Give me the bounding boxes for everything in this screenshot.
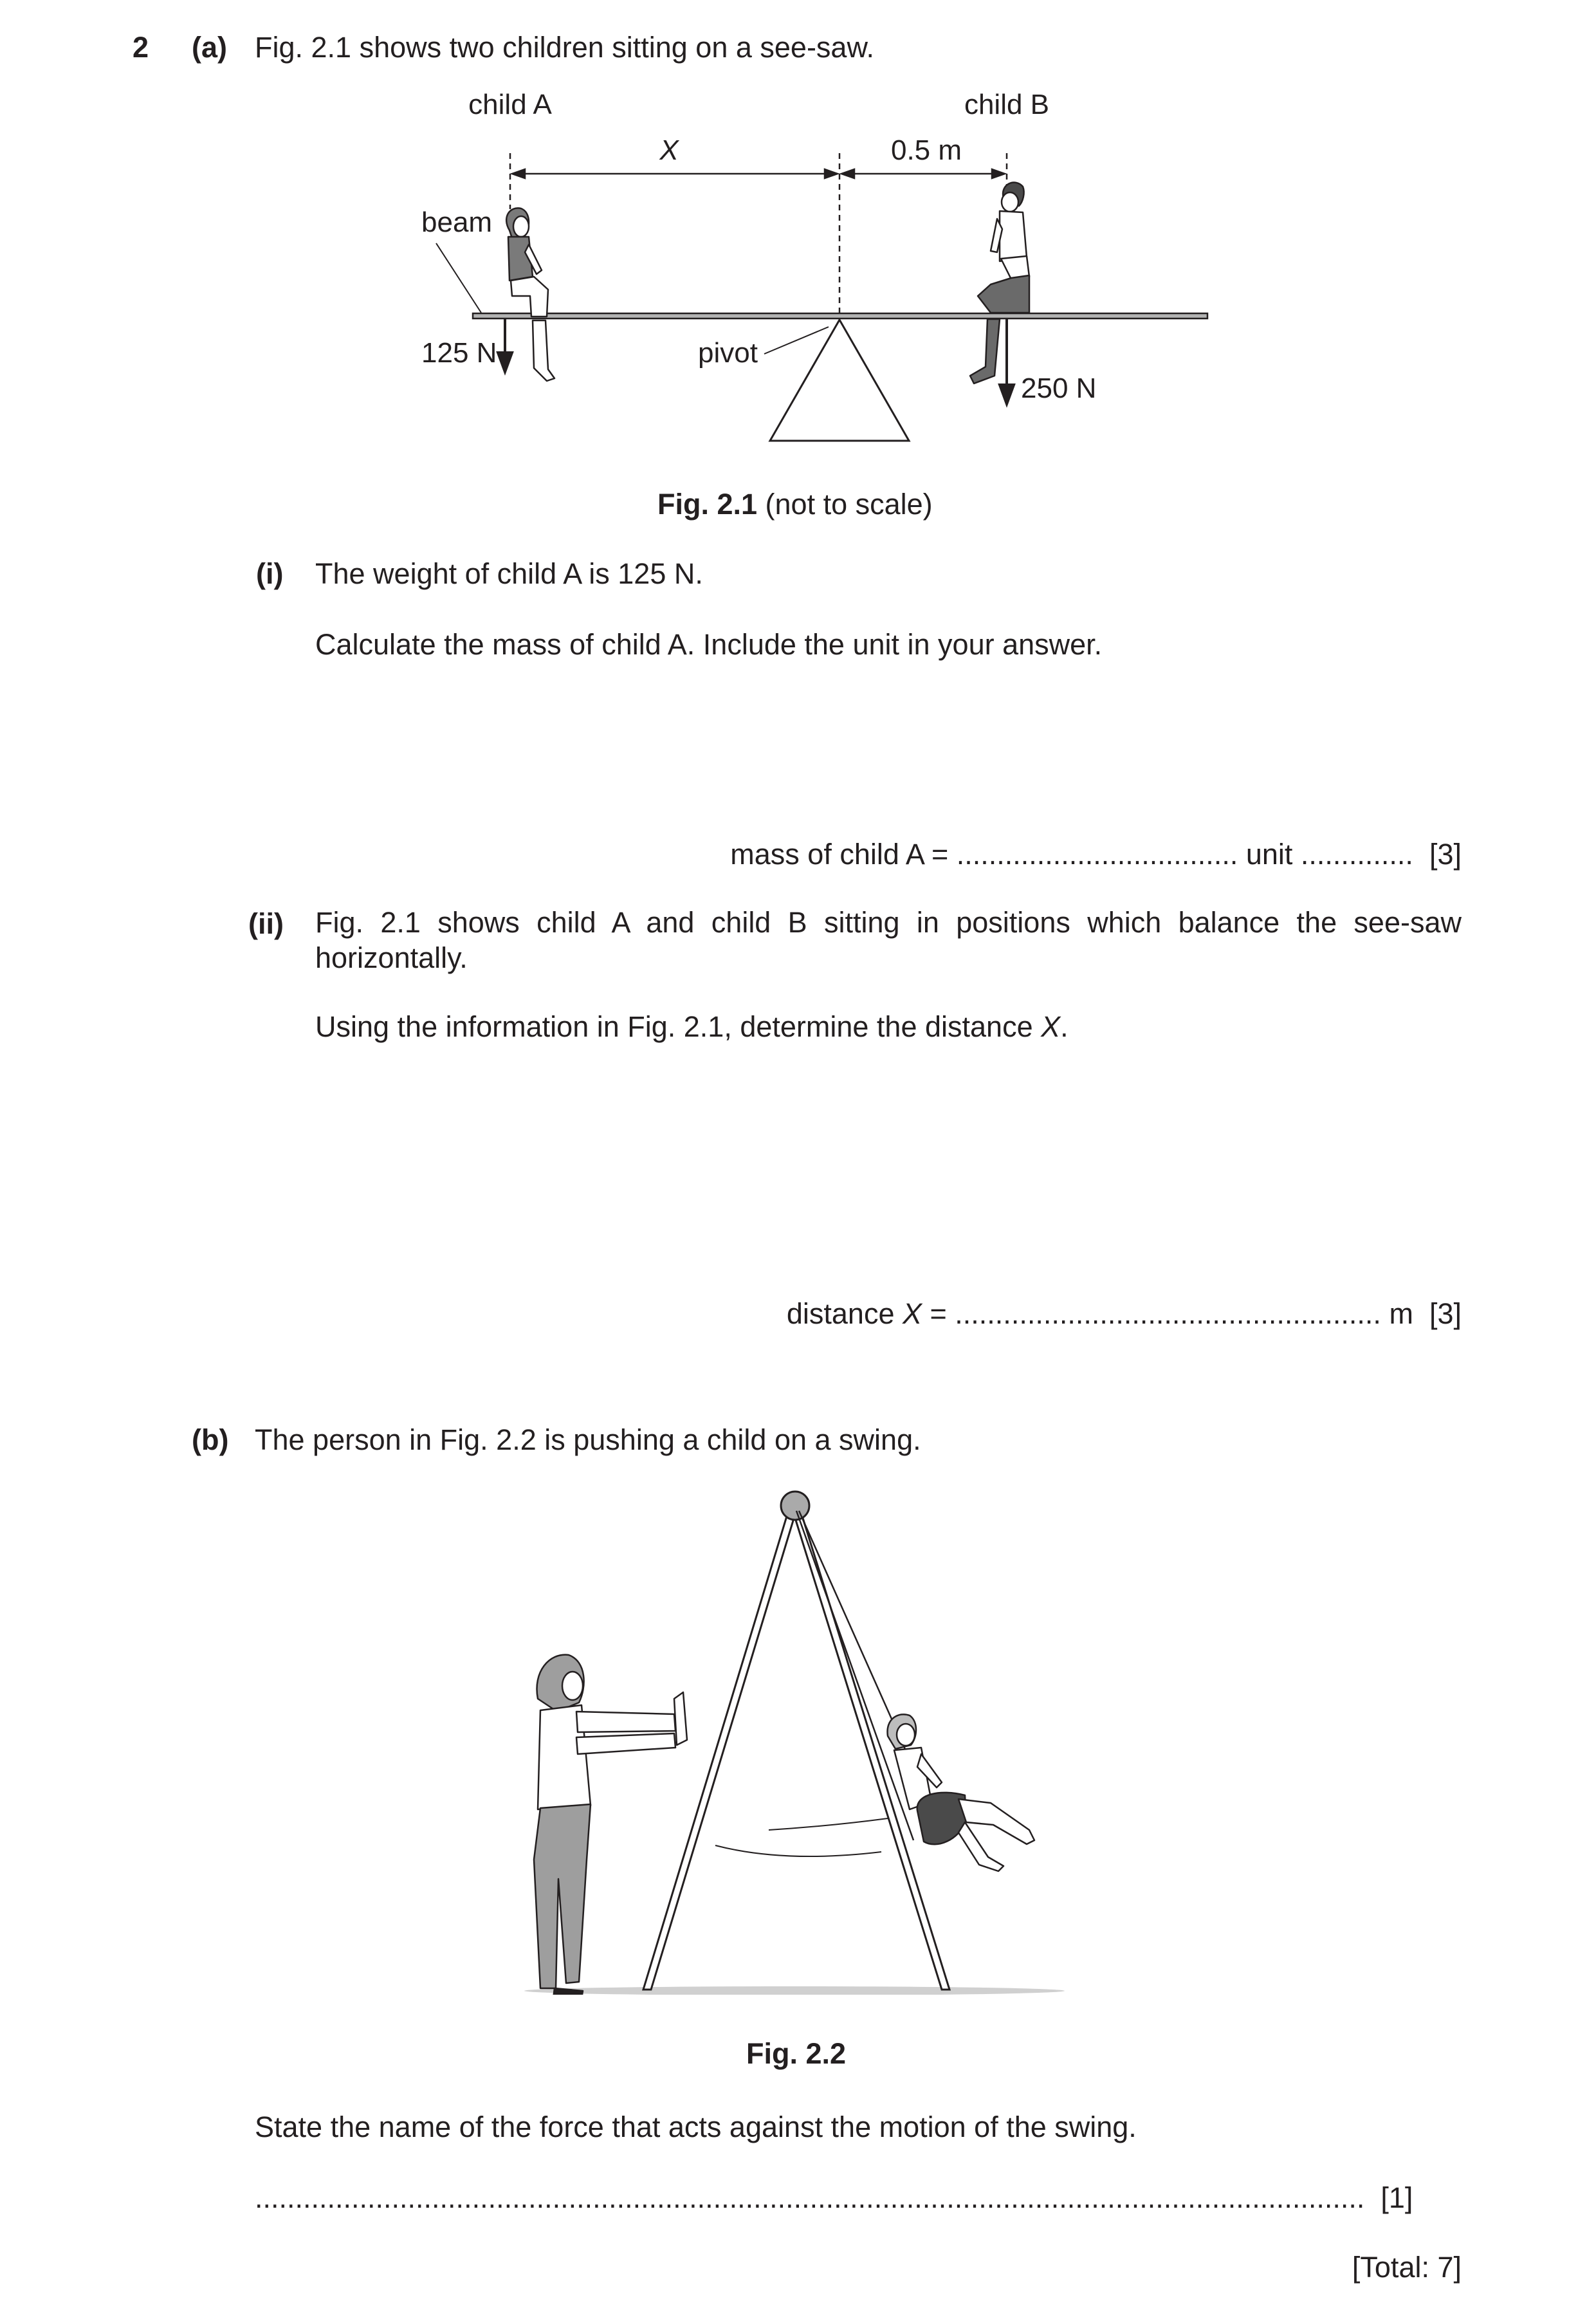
child-b-figure	[970, 183, 1029, 383]
figure-2-1-caption-rest: (not to scale)	[757, 488, 933, 521]
mass-answer-label: mass of child A =	[730, 838, 957, 871]
child-a-label: child A	[468, 89, 552, 120]
sub-i-label: (i)	[256, 557, 284, 590]
sub-ii-instruction-post: .	[1060, 1010, 1069, 1043]
beam-label: beam	[421, 207, 493, 238]
sub-ii-instruction-var: X	[1041, 1010, 1061, 1043]
seesaw-beam	[473, 313, 1207, 319]
sub-i-line2: Calculate the mass of child A. Include the unit in your answer.	[315, 628, 1103, 661]
distance-answer-label-pre: distance	[786, 1297, 903, 1330]
sub-ii-instruction-pre: Using the information in Fig. 2.1, determine the distance	[315, 1010, 1041, 1043]
child-b-label: child B	[964, 89, 1050, 120]
ground-shadow	[524, 1986, 1065, 1995]
part-b-question: State the name of the force that acts against the motion of the swing.	[255, 2111, 1137, 2143]
figure-2-2-swing	[515, 1480, 1094, 1995]
unit-label: unit	[1238, 838, 1301, 871]
part-a-label: (a)	[192, 31, 227, 64]
distance-answer-field[interactable]: .....................................................	[955, 1297, 1381, 1330]
distance-unit: m	[1380, 1297, 1413, 1330]
pivot-triangle	[770, 320, 909, 441]
sub-ii-instruction	[315, 1010, 1069, 1044]
figure-2-1-caption-bold: Fig. 2.1	[657, 488, 758, 521]
force-a-label: 125 N	[421, 337, 497, 369]
force-answer-line	[255, 2181, 1413, 2215]
sub-i-marks: [3]	[1429, 838, 1462, 871]
child-a-figure	[506, 208, 555, 381]
unit-answer-field[interactable]: ..............	[1300, 838, 1413, 871]
figure-2-1-caption	[657, 488, 933, 521]
force-answer-field[interactable]: ..........................................................................................................................................	[255, 2181, 1365, 2214]
part-a-intro: Fig. 2.1 shows two children sitting on a see-saw.	[255, 31, 874, 64]
question-number: 2	[133, 31, 149, 64]
part-b-intro: The person in Fig. 2.2 is pushing a child on a swing.	[255, 1423, 921, 1456]
mass-answer-field[interactable]: ...................................	[956, 838, 1238, 871]
distance-b-label: 0.5 m	[890, 134, 962, 166]
swing-frame-right-leg	[791, 1506, 949, 1990]
swing-frame-top-joint	[781, 1492, 809, 1520]
figure-2-2-caption: Fig. 2.2	[746, 2037, 847, 2070]
pivot-label: pivot	[698, 337, 758, 369]
distance-answer-label-post: =	[922, 1297, 955, 1330]
figure-2-1-seesaw	[360, 84, 1261, 483]
force-b-label: 250 N	[1021, 373, 1097, 404]
part-b-label: (b)	[192, 1423, 229, 1456]
sub-ii-text: Fig. 2.1 shows child A and child B sitting in positions which balance the see-saw horizontally.	[315, 906, 1462, 974]
distance-answer-line	[787, 1297, 1462, 1331]
total-marks: [Total: 7]	[1352, 2251, 1462, 2284]
sub-ii-marks: [3]	[1429, 1297, 1462, 1330]
sub-ii-label: (ii)	[248, 907, 284, 940]
part-b-marks: [1]	[1380, 2181, 1413, 2214]
mass-answer-line	[730, 838, 1462, 871]
sub-i-line1: The weight of child A is 125 N.	[315, 557, 703, 590]
distance-answer-label-var: X	[902, 1297, 922, 1330]
distance-x-label: X	[659, 134, 679, 166]
swinging-child-figure	[888, 1714, 1034, 1871]
